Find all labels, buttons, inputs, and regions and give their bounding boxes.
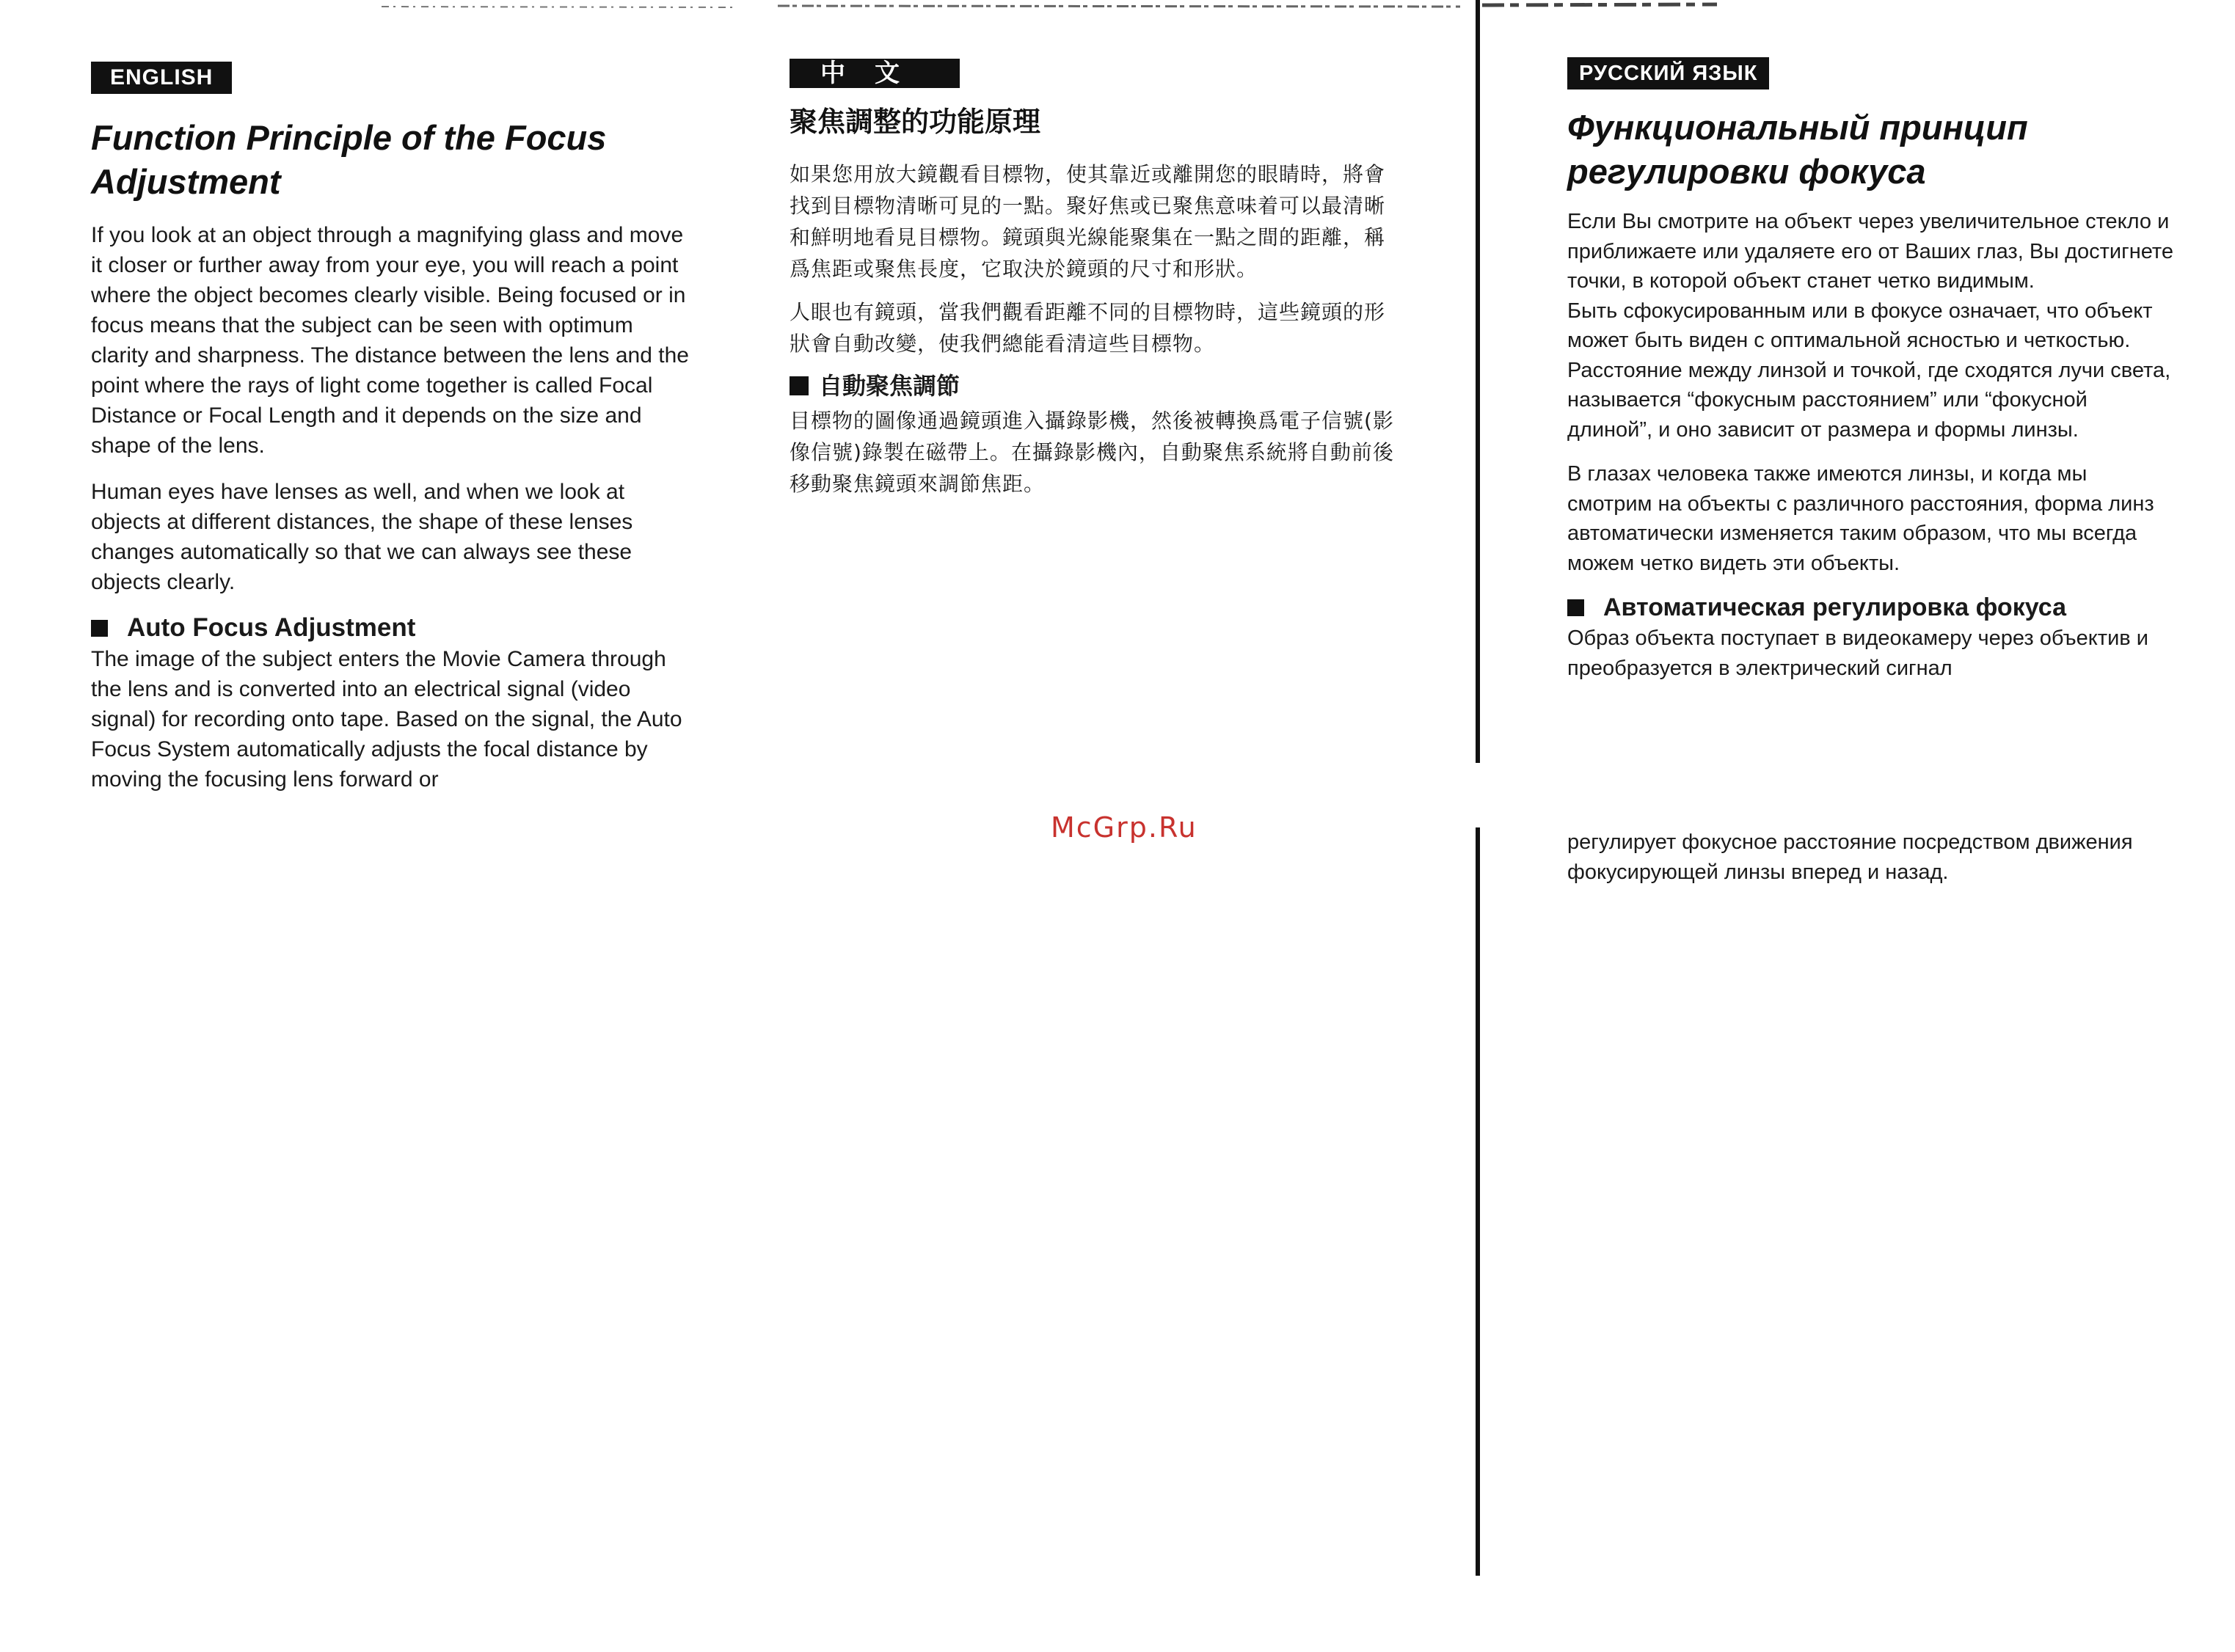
russian-title-line1: Функциональный принцип [1567, 108, 2028, 147]
english-language-tag: ENGLISH [91, 62, 232, 94]
russian-title [1567, 106, 2176, 194]
chinese-paragraph-1: 如果您用放大鏡觀看目標物，使其靠近或離開您的眼睛時，將會找到目標物清晰可見的一點。聚好焦或已聚焦意味着可以最清晰和鮮明地看見目標物。鏡頭與光線能聚集在一點之間的距離，稱爲焦距或聚焦長度，它取決於鏡頭的尺寸和形狀。 [790, 162, 1386, 281]
english-subheading-text: Auto Focus Adjustment [127, 613, 416, 642]
english-paragraph-2: Human eyes have lenses as well, and when we look at objects at different distances, the shape of these lenses changes automatically so that we can always see these objects clearly. [91, 480, 633, 594]
chinese-subheading [790, 371, 1399, 401]
english-subheading [91, 613, 693, 643]
russian-subheading [1567, 593, 2176, 622]
page-divider-top [1476, 0, 1480, 763]
english-paragraph-3-clip [91, 644, 693, 792]
russian-paragraph-3-continued: регулирует фокусное расстояние посредством движения фокусирующей линзы вперед и назад. [1567, 830, 2133, 884]
russian-subheading-text: Автоматическая регулировка фокуса [1603, 593, 2067, 621]
english-paragraph-1: If you look at an object through a magnifying glass and move it closer or further away from your eye, you will reach a point where the object becomes clearly visible. Being focused or in focus means that the subject can be seen with optimum clarity and sharpness. The distance between the lens and the point where the rays of light come together is called Focal Distance or Focal Length and it depends on the size and shape of the lens. [91, 223, 689, 458]
scan-noise-top [0, 0, 1724, 7]
watermark: McGrp.Ru [1051, 811, 1197, 844]
bullet-square-icon [91, 620, 108, 637]
russian-paragraph-1b: Быть сфокусированным или в фокусе означает, что объект может быть виден с оптимальной ясностью и четкостью. Расстояние между линзой и точкой, где сходятся лучи света, называется “фокусным расстоянием” или “фокусной длиной”, и оно зависит от размера и формы линзы. [1567, 299, 2171, 442]
english-title-line1: Function Principle of the Focus [91, 118, 607, 157]
russian-paragraph-1: Если Вы смотрите на объект через увеличительное стекло и приближаете или удаляете его от Ваших глаз, Вы достигнете точки, в которой объект станет четко видимым. [1567, 210, 2173, 293]
russian-continuation [1567, 827, 2176, 902]
bullet-square-icon [1567, 599, 1584, 616]
chinese-subheading-text: 自動聚焦調節 [819, 372, 960, 400]
russian-paragraph-3-clip [1567, 624, 2176, 680]
russian-paragraph-2: В глазах человека также имеются линзы, и когда мы смотрим на объекты с различного расстояния, форма линз автоматически изменяется таким образом, что мы всегда можем четко видеть эти объекты. [1567, 462, 2154, 575]
english-title-line2: Adjustment [91, 162, 281, 201]
english-column [91, 62, 693, 792]
russian-column [1567, 57, 2176, 680]
chinese-column [790, 59, 1399, 511]
bullet-square-icon [790, 376, 809, 395]
russian-title-line2: регулировки фокуса [1567, 152, 1926, 191]
english-title [91, 116, 693, 204]
page-divider-bottom [1476, 827, 1480, 1576]
chinese-paragraph-3: 目標物的圖像通過鏡頭進入攝錄影機，然後被轉換爲電子信號(影像信號)錄製在磁帶上。在攝錄影機內，自動聚焦系統將自動前後移動聚焦鏡頭來調節焦距。 [790, 409, 1394, 496]
russian-language-tag: РУССКИЙ ЯЗЫК [1567, 57, 1769, 89]
russian-paragraph-3: Образ объекта поступает в видеокамеру через объектив и преобразуется в электрический сигнал [1567, 626, 2148, 680]
english-paragraph-3: The image of the subject enters the Movie Camera through the lens and is converted into an electrical signal (video signal) for recording onto tape. Based on the signal, the Auto Focus System automatically adjusts the focal distance by moving the focusing lens forward or [91, 647, 682, 792]
chinese-title: 聚焦調整的功能原理 [790, 106, 1041, 138]
chinese-language-tag: 中文 [790, 59, 960, 88]
chinese-paragraph-2: 人眼也有鏡頭，當我們觀看距離不同的目標物時，這些鏡頭的形狀會自動改變，使我們總能看清這些目標物。 [790, 300, 1386, 356]
